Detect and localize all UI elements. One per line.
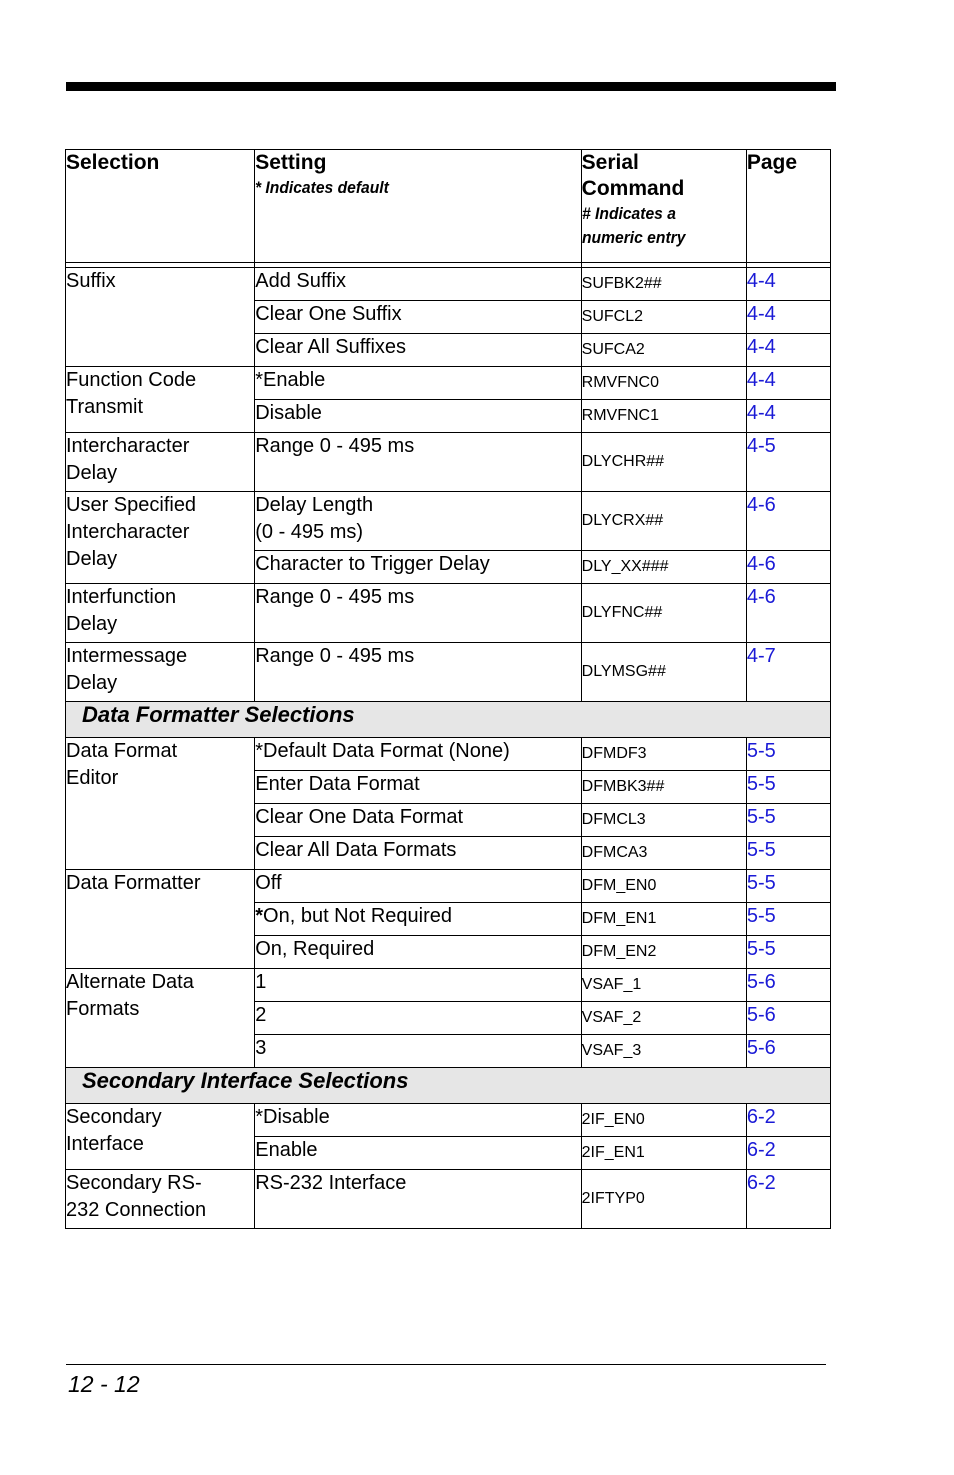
setting-cell: Range 0 - 495 ms <box>255 433 581 492</box>
setting-cell: 2 <box>255 1002 581 1035</box>
table-row <box>66 1170 831 1229</box>
command-cell: DFM_EN0 <box>581 870 746 903</box>
header-selection: Selection <box>66 150 255 263</box>
selection-cell: Intermessage Delay <box>66 643 255 702</box>
command-cell: DFMCA3 <box>581 837 746 870</box>
page-link[interactable]: 4-6 <box>746 492 830 551</box>
page-number: 12 - 12 <box>68 1371 140 1397</box>
setting-cell: Enable <box>255 1137 581 1170</box>
page-link[interactable]: 6-2 <box>746 1170 830 1229</box>
selection-cell: Secondary Interface <box>66 1104 255 1170</box>
page-link[interactable]: 4-4 <box>746 268 830 301</box>
header-page: Page <box>746 150 830 263</box>
page-link[interactable]: 5-5 <box>746 903 830 936</box>
setting-cell: 1 <box>255 969 581 1002</box>
command-cell: SUFCA2 <box>581 334 746 367</box>
command-cell: VSAF_1 <box>581 969 746 1002</box>
page-link[interactable]: 5-5 <box>746 771 830 804</box>
page-link[interactable]: 5-5 <box>746 870 830 903</box>
page-link[interactable]: 5-5 <box>746 738 830 771</box>
setting-cell: Add Suffix <box>255 268 581 301</box>
command-cell: 2IF_EN1 <box>581 1137 746 1170</box>
command-cell: 2IFTYP0 <box>581 1170 746 1229</box>
section-title-secondary: Secondary Interface Selections <box>66 1068 831 1104</box>
page-link[interactable]: 4-4 <box>746 367 830 400</box>
setting-cell: Character to Trigger Delay <box>255 551 581 584</box>
page-link[interactable]: 5-5 <box>746 804 830 837</box>
setting-cell: Disable <box>255 400 581 433</box>
page-link[interactable]: 4-6 <box>746 584 830 643</box>
setting-cell: Clear All Suffixes <box>255 334 581 367</box>
page-link[interactable]: 5-6 <box>746 1035 830 1068</box>
setting-cell: Clear All Data Formats <box>255 837 581 870</box>
section-header-row <box>66 1068 831 1104</box>
page-link[interactable]: 4-4 <box>746 334 830 367</box>
footer-rule <box>66 1364 826 1365</box>
command-cell: DLYMSG## <box>581 643 746 702</box>
command-cell: DLYCRX## <box>581 492 746 551</box>
table-row <box>66 870 831 903</box>
setting-cell: Enter Data Format <box>255 771 581 804</box>
page-link[interactable]: 4-7 <box>746 643 830 702</box>
command-cell: RMVFNC0 <box>581 367 746 400</box>
table-row <box>66 969 831 1002</box>
page-link[interactable]: 5-6 <box>746 1002 830 1035</box>
table-row <box>66 738 831 771</box>
header-serial-command: Serial Command # Indicates a numeric entry <box>581 150 746 263</box>
page-link[interactable]: 5-5 <box>746 837 830 870</box>
setting-cell: Clear One Suffix <box>255 301 581 334</box>
setting-cell: Clear One Data Format <box>255 804 581 837</box>
table-row <box>66 367 831 400</box>
selection-cell: Data Format Editor <box>66 738 255 870</box>
section-title-data-formatter: Data Formatter Selections <box>66 702 831 738</box>
setting-cell: On, Required <box>255 936 581 969</box>
setting-cell: Off <box>255 870 581 903</box>
setting-cell: Range 0 - 495 ms <box>255 584 581 643</box>
setting-cell: *On, but Not Required <box>255 903 581 936</box>
setting-cell: Delay Length (0 - 495 ms) <box>255 492 581 551</box>
selection-cell: Alternate Data Formats <box>66 969 255 1068</box>
top-rule <box>66 82 836 91</box>
selection-cell: Intercharacter Delay <box>66 433 255 492</box>
selection-cell: Function Code Transmit <box>66 367 255 433</box>
command-cell: DLYFNC## <box>581 584 746 643</box>
selection-cell: Interfunction Delay <box>66 584 255 643</box>
page-link[interactable]: 4-6 <box>746 551 830 584</box>
command-cell: DLYCHR## <box>581 433 746 492</box>
command-cell: DFMDF3 <box>581 738 746 771</box>
page-link[interactable]: 4-4 <box>746 301 830 334</box>
serial-command-table <box>65 149 831 1229</box>
selection-cell: Data Formatter <box>66 870 255 969</box>
table-row <box>66 584 831 643</box>
setting-cell: RS-232 Interface <box>255 1170 581 1229</box>
table-row <box>66 1104 831 1137</box>
selection-cell: Suffix <box>66 268 255 367</box>
selection-cell: Secondary RS- 232 Connection <box>66 1170 255 1229</box>
page-link[interactable]: 6-2 <box>746 1104 830 1137</box>
command-cell: 2IF_EN0 <box>581 1104 746 1137</box>
command-cell: DFMCL3 <box>581 804 746 837</box>
page-link[interactable]: 6-2 <box>746 1137 830 1170</box>
command-cell: DLY_XX### <box>581 551 746 584</box>
command-cell: RMVFNC1 <box>581 400 746 433</box>
setting-cell: *Default Data Format (None) <box>255 738 581 771</box>
header-setting: Setting * Indicates default <box>255 150 581 263</box>
selection-cell: User Specified Intercharacter Delay <box>66 492 255 584</box>
section-header-row <box>66 702 831 738</box>
setting-cell: Range 0 - 495 ms <box>255 643 581 702</box>
command-cell: DFM_EN1 <box>581 903 746 936</box>
command-cell: DFMBK3## <box>581 771 746 804</box>
page-link[interactable]: 5-5 <box>746 936 830 969</box>
table-row <box>66 268 831 301</box>
setting-cell: *Enable <box>255 367 581 400</box>
command-cell: SUFBK2## <box>581 268 746 301</box>
default-marker: * <box>255 905 264 927</box>
setting-cell: 3 <box>255 1035 581 1068</box>
table-row <box>66 643 831 702</box>
page-link[interactable]: 4-5 <box>746 433 830 492</box>
command-cell: VSAF_3 <box>581 1035 746 1068</box>
table-row <box>66 492 831 551</box>
page-link[interactable]: 4-4 <box>746 400 830 433</box>
command-cell: VSAF_2 <box>581 1002 746 1035</box>
command-cell: DFM_EN2 <box>581 936 746 969</box>
command-cell: SUFCL2 <box>581 301 746 334</box>
page-link[interactable]: 5-6 <box>746 969 830 1002</box>
table-row <box>66 433 831 492</box>
table-header-row <box>66 150 831 263</box>
setting-cell: *Disable <box>255 1104 581 1137</box>
